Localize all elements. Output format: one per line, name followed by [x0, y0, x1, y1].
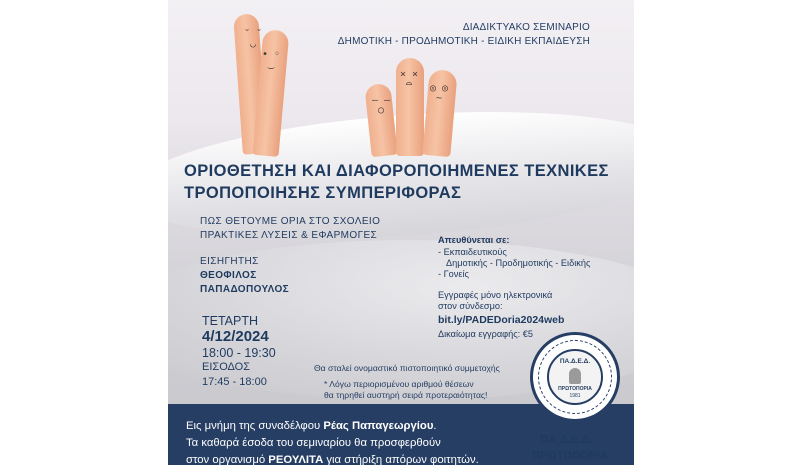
- memorial-line: Εις μνήμη της συναδέλφου Ρέας Παπαγεωργίου.: [186, 420, 437, 433]
- registration-fee: Δικαίωμα εγγραφής: €5: [438, 329, 533, 340]
- certificate-note: Θα σταλεί ονομαστικό πιστοποιητικό συμμετοχής: [314, 362, 500, 373]
- seal-year: 1981: [569, 393, 581, 399]
- limited-seats-note: * Λόγω περιορισμένου αριθμού θέσεων: [324, 378, 474, 389]
- page-title: ΟΡΙΟΘΕΤΗΣΗ ΚΑΙ ΔΙΑΦΟΡΟΠΟΙΗΜΕΝΕΣ ΤΕΧΝΙΚΕΣ: [184, 162, 609, 180]
- limited-seats-note: θα τηρηθεί αυστηρή σειρά προτεραιότητας!: [324, 389, 488, 400]
- event-date: 4/12/2024: [202, 328, 269, 345]
- seminar-poster: ˘ ˘ ◡ • ◦ ‿ – – ○ × × ⌓ ◎ ◎ ~ ΔΙΑΔΙΚΤΥΑΚΟ ΣΕΜΙΝΑΡΙΟ ΔΗΜΟΤΙΚΗ - ΠΡΟΔΗΜΟΤΙΚΗ - ΕΙΔΙΚΗ ΕΚΠΑΙΔΕΥΣΗ ΟΡΙΟΘΕΤΗΣΗ ΚΑΙ ΔΙΑΦΟΡΟΠΟΙΗΜΕΝΕΣ ΤΕΧΝΙΚΕΣ ΤΡΟΠΟΠΟΙΗΣΗΣ ΣΥΜΠΕΡΙΦΟΡΑΣ ΠΩΣ ΘΕΤΟΥΜΕ ΟΡΙΑ ΣΤΟ ΣΧΟΛΕΙΟ ΠΡΑΚΤΙΚΕΣ ΛΥΣΕΙΣ & ΕΦΑΡΜΟΓΕΣ ΕΙΣΗΓΗΤΗΣ ΘΕΟΦΙΛΟΣ ΠΑΠΑΔΟΠΟΥΛΟΣ ΤΕΤΑΡΤΗ 4/12/2024 18:00 - 19:30 ΕΙΣΟΔΟΣ 17:45 - 18:00 Απευθύνεται σε: - Εκπαιδευτικούς Δημοτικής - Προδημοτικής - Ειδικής - Γονείς Εγγραφές μόνο ηλεκτρονικά στον σύνδεσμο: bit.ly/PADEDoria2024web Δικαίωμα εγγραφής: €5 Θα σταλεί ονομαστικό πιστοποιητικό συμμετοχής * Λόγω περιορισμένου αριθμού θέσεων θα τηρηθεί αυστηρή σειρά προτεραιότητας! Εις μνήμη της συναδέλφου Ρέας Παπαγεωργίου. Τα καθαρά έσοδα του σεμιναρίου θα προσφερθούν στον οργανισμό ΡΕΟΥΛΙΤΑ για στήριξη απόρων φοιτητών. ΠΑ.Δ.Ε.Δ. ΠΡΩΤΟΠΟΡΙΑ 1981 ΠΑ.Δ.Ε.Δ. ΠΡΩΤΟΠΟΡΙΑ: [168, 0, 634, 465]
- subtitle: ΠΩΣ ΘΕΤΟΥΜΕ ΟΡΙΑ ΣΤΟ ΣΧΟΛΕΙΟ: [200, 216, 381, 227]
- event-day: ΤΕΤΑΡΤΗ: [202, 314, 259, 328]
- audience-item: - Γονείς: [438, 269, 469, 280]
- event-time: 18:00 - 19:30: [202, 346, 276, 360]
- speaker-first-name: ΘΕΟΦΙΛΟΣ: [200, 270, 257, 281]
- page-title-line2: ΤΡΟΠΟΠΟΙΗΣΗΣ ΣΥΜΠΕΡΙΦΟΡΑΣ: [184, 184, 462, 202]
- organization-name: ΠΑ.Δ.Ε.Δ.: [540, 434, 593, 447]
- seal-subtext: ΠΡΩΤΟΠΟΡΙΑ: [558, 386, 592, 392]
- seal-text: ΠΑ.Δ.Ε.Δ.: [559, 358, 591, 365]
- entry-time: 17:45 - 18:00: [202, 376, 267, 388]
- statue-icon: [569, 368, 581, 384]
- speaker-last-name: ΠΑΠΑΔΟΠΟΥΛΟΣ: [200, 284, 290, 295]
- subtitle-line2: ΠΡΑΚΤΙΚΕΣ ΛΥΣΕΙΣ & ΕΦΑΡΜΟΓΕΣ: [200, 230, 378, 241]
- education-levels: ΔΗΜΟΤΙΚΗ - ΠΡΟΔΗΜΟΤΙΚΗ - ΕΙΔΙΚΗ ΕΚΠΑΙΔΕΥΣΗ: [337, 36, 590, 47]
- speaker-label: ΕΙΣΗΓΗΤΗΣ: [200, 256, 259, 267]
- audience-item: Δημοτικής - Προδημοτικής - Ειδικής: [446, 258, 591, 269]
- registration-link[interactable]: bit.ly/PADEDoria2024web: [438, 313, 565, 326]
- audience-item: - Εκπαιδευτικούς: [438, 247, 507, 258]
- entry-label: ΕΙΣΟΔΟΣ: [202, 361, 250, 373]
- seminar-type: ΔΙΑΔΙΚΤΥΑΚΟ ΣΕΜΙΝΑΡΙΟ: [462, 22, 590, 33]
- beneficiary-name: ΡΕΟΥΛΙΤΑ: [268, 454, 324, 465]
- registration-note: Εγγραφές μόνο ηλεκτρονικά: [438, 290, 553, 301]
- memorial-name: Ρέας Παπαγεωργίου: [323, 420, 434, 433]
- organization-seal: [530, 332, 620, 422]
- proceeds-line: Τα καθαρά έσοδα του σεμιναρίου θα προσφερθούν: [186, 437, 441, 450]
- audience-label: Απευθύνεται σε:: [438, 235, 510, 246]
- organization-name-line2: ΠΡΩΤΟΠΟΡΙΑ: [532, 450, 609, 463]
- beneficiary-line: στον οργανισμό ΡΕΟΥΛΙΤΑ για στήριξη απόρων φοιτητών.: [186, 454, 479, 465]
- registration-note: στον σύνδεσμο:: [438, 301, 503, 312]
